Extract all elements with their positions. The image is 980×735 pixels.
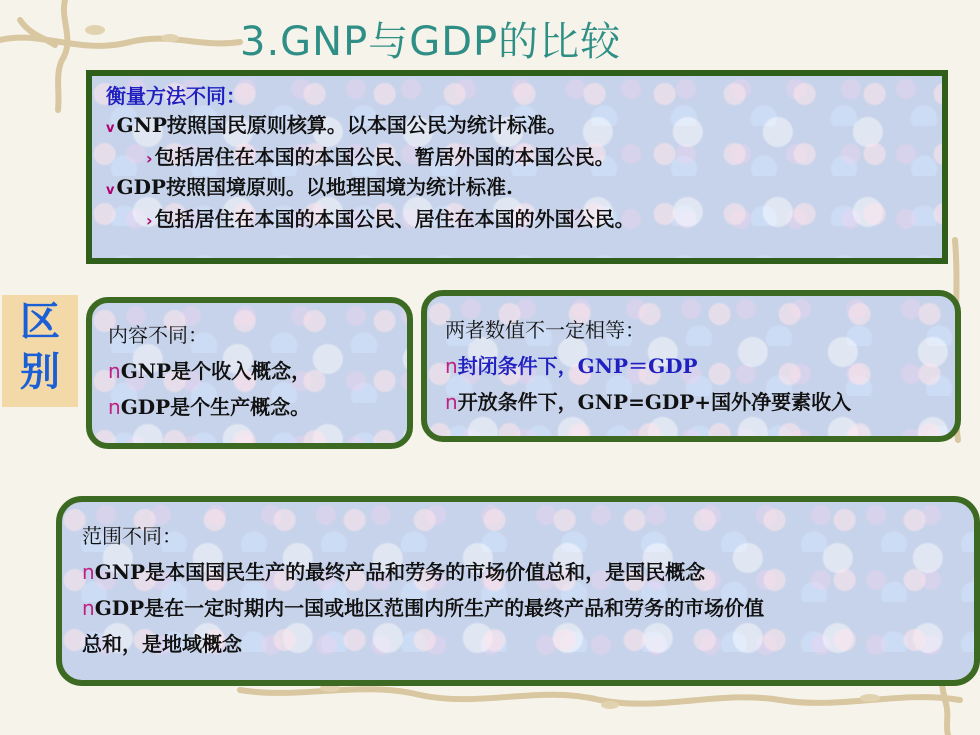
value-closed: n封闭条件下，GNP＝GDP bbox=[445, 354, 698, 378]
scope-heading: 范围不同： bbox=[82, 524, 182, 548]
bullet-icon: v bbox=[106, 121, 115, 136]
section-label-char-2: 别 bbox=[20, 348, 60, 395]
method-gnp-scope: › 包括居住在本国的本国公民、暂居外国的本国公民。 bbox=[146, 145, 615, 169]
page-title: 3.GNP与GDP的比较 bbox=[240, 19, 622, 65]
bullet-icon: n bbox=[445, 354, 458, 378]
method-gdp-rule: v GDP按照国境原则。以地理国境为统计标准. bbox=[106, 175, 513, 199]
method-gnp-rule: v GNP按照国民原则核算。以本国公民为统计标准。 bbox=[106, 113, 567, 137]
bullet-icon: n bbox=[445, 390, 458, 414]
bullet-icon: n bbox=[108, 395, 121, 419]
section-label bbox=[2, 295, 78, 407]
scope-gdp-line-1: nGDP是在一定时期内一国或地区范围内所生产的最终产品和劳务的市场价值 bbox=[82, 596, 765, 620]
scope-gdp-line-2: 总和，是地域概念 bbox=[82, 632, 242, 656]
bullet-icon: v bbox=[106, 183, 115, 198]
method-gdp-scope: › 包括居住在本国的本国公民、居住在本国的外国公民。 bbox=[146, 207, 635, 231]
arrow-bullet-icon: › bbox=[146, 149, 153, 168]
bullet-icon: n bbox=[82, 596, 95, 620]
content-heading: 内容不同： bbox=[108, 323, 208, 347]
content-box bbox=[86, 297, 413, 449]
bullet-icon: n bbox=[108, 359, 121, 383]
value-open: n开放条件下，GNP=GDP+国外净要素收入 bbox=[445, 390, 852, 414]
bullet-icon: n bbox=[82, 560, 95, 584]
method-box bbox=[86, 70, 948, 264]
method-heading: 衡量方法不同： bbox=[106, 84, 246, 108]
scope-gnp: nGNP是本国国民生产的最终产品和劳务的市场价值总和，是国民概念 bbox=[82, 560, 706, 584]
arrow-bullet-icon: › bbox=[146, 211, 153, 230]
content-gnp: nGNP是个收入概念， bbox=[108, 359, 312, 383]
section-label-char-1: 区 bbox=[20, 298, 60, 345]
value-heading: 两者数值不一定相等： bbox=[445, 318, 645, 342]
value-box bbox=[421, 290, 961, 442]
content-gdp: nGDP是个生产概念。 bbox=[108, 395, 311, 419]
scope-box bbox=[56, 496, 980, 686]
